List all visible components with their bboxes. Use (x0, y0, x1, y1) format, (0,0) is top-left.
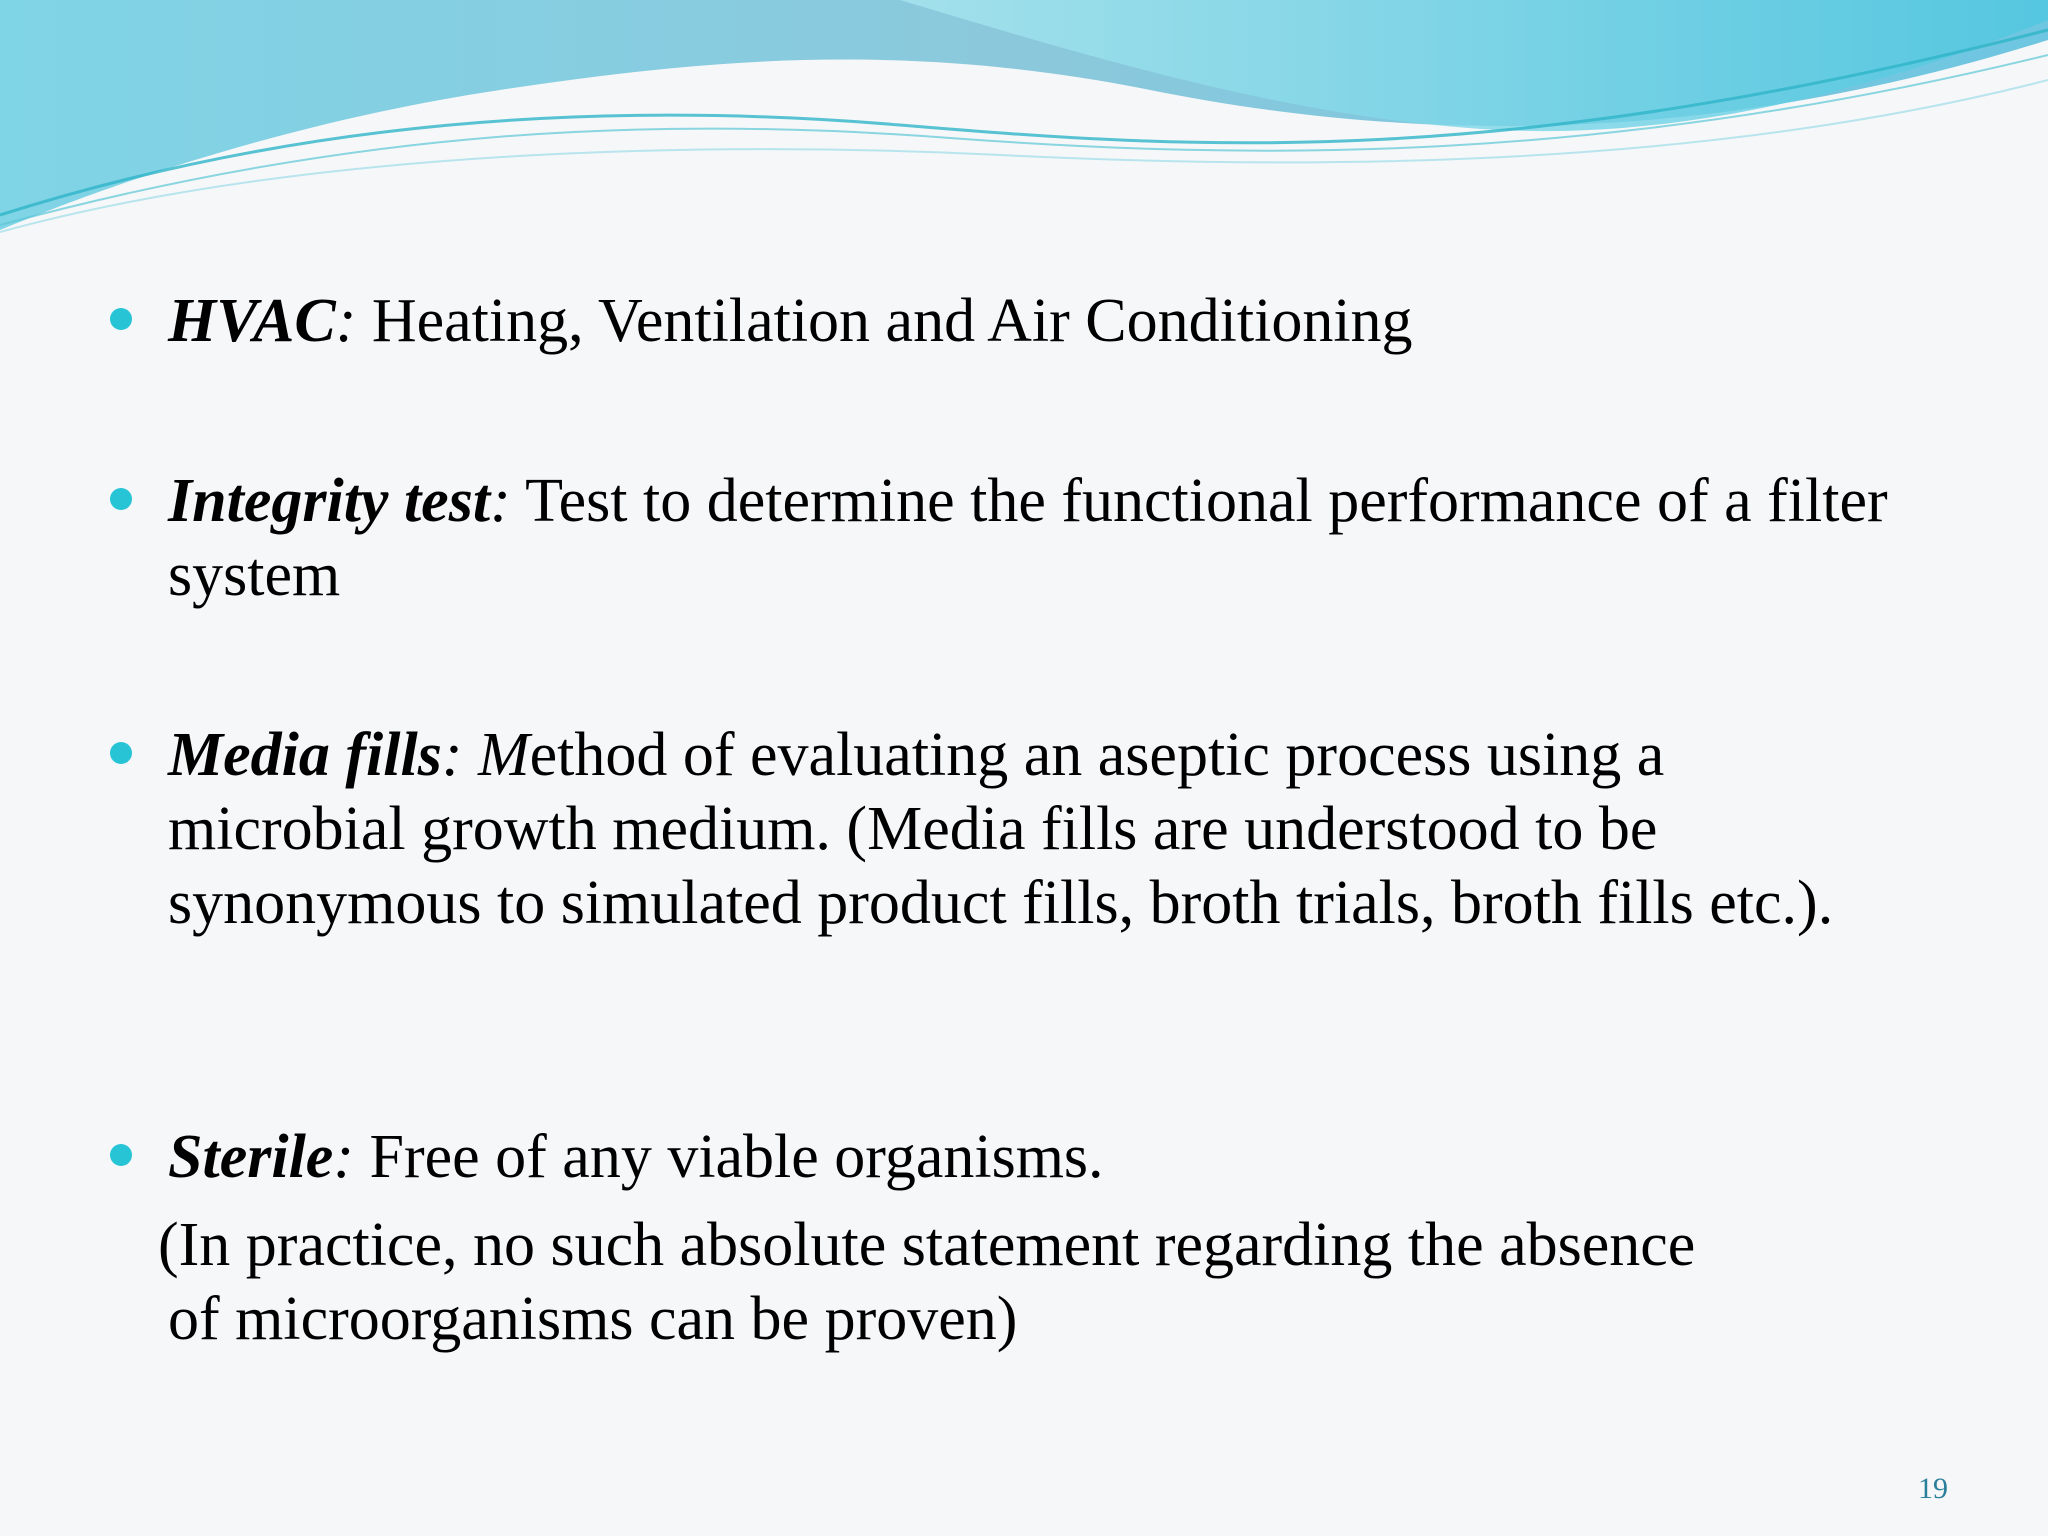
definition-sterile (168, 1120, 1908, 1194)
definition-text: ethod of evaluating an aseptic process using a microbial growth medium. (Media fills are understood to be synonymous to simulated product fills, broth trials, broth fills etc.). (168, 721, 1834, 937)
definition-colon: : (490, 467, 511, 535)
definition-colon: : (335, 287, 357, 355)
definition-integrity-test (168, 464, 1908, 612)
definition-text: Test to determine the functional performance of a filter system (168, 467, 1888, 609)
sterile-note-line2: of microorganisms can be proven) (168, 1285, 1018, 1353)
bullet-icon (110, 488, 132, 510)
bullet-icon (110, 308, 132, 330)
page-number: 19 (1918, 1472, 1948, 1505)
sterile-note-line1: (In practice, no such absolute statement regarding the absence (158, 1211, 1696, 1279)
sterile-note (158, 1208, 1918, 1356)
definition-term: HVAC (168, 287, 336, 355)
definition-text: Heating, Ventilation and Air Conditioning (356, 287, 1413, 355)
definition-italic-prefix: M (462, 721, 530, 789)
bullet-icon (110, 1144, 132, 1166)
bullet-icon (110, 742, 132, 764)
definition-colon: : (333, 1123, 354, 1191)
definition-term: Media fills (168, 721, 442, 789)
definition-term: Integrity test (168, 467, 491, 535)
definition-term: Sterile (168, 1123, 334, 1191)
definition-hvac (168, 284, 1908, 358)
definition-colon: : (441, 721, 463, 789)
definition-media-fills (168, 718, 1908, 940)
definition-text: Free of any viable organisms. (353, 1123, 1104, 1191)
